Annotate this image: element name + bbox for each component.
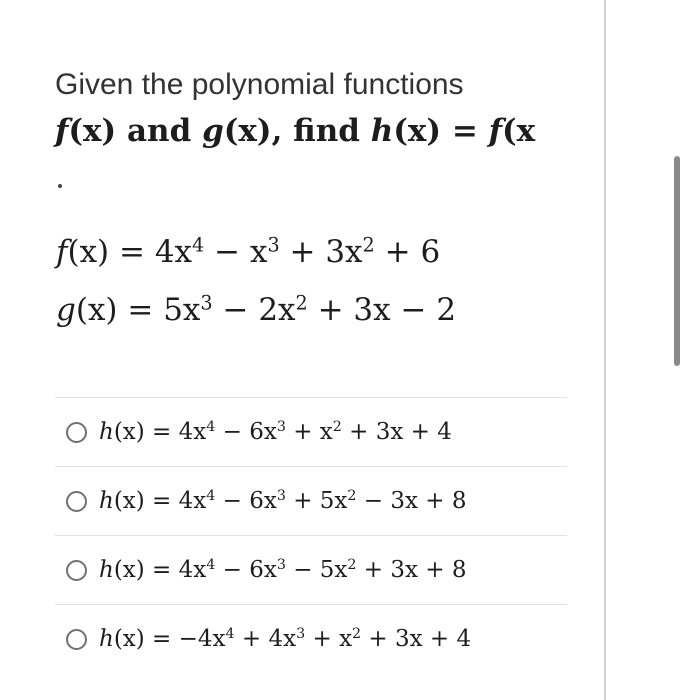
option-label: $h(x) = 4x^4 - 6x^3 + 5x^2 - 3x + 8$ (99, 488, 467, 514)
math-text: − 2x (212, 292, 296, 328)
math-text: + 6 (374, 234, 441, 270)
radio-button[interactable] (66, 560, 87, 581)
exponent: 3 (200, 291, 213, 315)
math-text: + 3x − 2 (307, 292, 457, 328)
answer-option-4[interactable] (55, 604, 567, 673)
option-label: $h(x) = 4x^4 - 6x^3 + x^2 + 3x + 4$ (99, 419, 452, 445)
math-var: h (370, 113, 394, 149)
exponent: 2 (295, 291, 308, 315)
exponent: 3 (267, 233, 280, 257)
answer-option-1[interactable] (55, 397, 567, 466)
math-var: f (488, 113, 502, 149)
scrollbar-thumb[interactable] (674, 156, 680, 366)
answer-options (55, 397, 567, 673)
math-text: (x) (68, 113, 117, 149)
g-definition (56, 292, 456, 328)
answer-option-2[interactable] (55, 466, 567, 535)
math-text: (x) = 4x (67, 234, 193, 270)
period-mark (58, 184, 62, 188)
option-label: $h(x) = 4x^4 - 6x^3 - 5x^2 + 3x + 8$ (99, 557, 467, 583)
math-text: (x (501, 113, 536, 149)
radio-button[interactable] (66, 422, 87, 443)
exponent: 2 (362, 233, 375, 257)
f-definition (56, 234, 440, 270)
math-text: and (116, 113, 203, 149)
math-text: (x) = (393, 113, 489, 149)
answer-option-3[interactable] (55, 535, 567, 604)
math-text: (x) = 5x (75, 292, 201, 328)
math-var: f (56, 234, 68, 270)
radio-button[interactable] (66, 629, 87, 650)
math-var: g (56, 292, 76, 328)
math-text: find (282, 113, 371, 149)
math-text: + 3x (279, 234, 363, 270)
question-prompt (55, 113, 535, 149)
math-var: g (202, 113, 224, 149)
radio-button[interactable] (66, 491, 87, 512)
option-label: $h(x) = -4x^4 + 4x^3 + x^2 + 3x + 4$ (99, 626, 472, 652)
math-var: f (55, 113, 69, 149)
question-intro: Given the polynomial functions (55, 68, 464, 101)
math-text: − x (204, 234, 268, 270)
math-text: (x), (223, 113, 283, 149)
exponent: 4 (192, 233, 205, 257)
